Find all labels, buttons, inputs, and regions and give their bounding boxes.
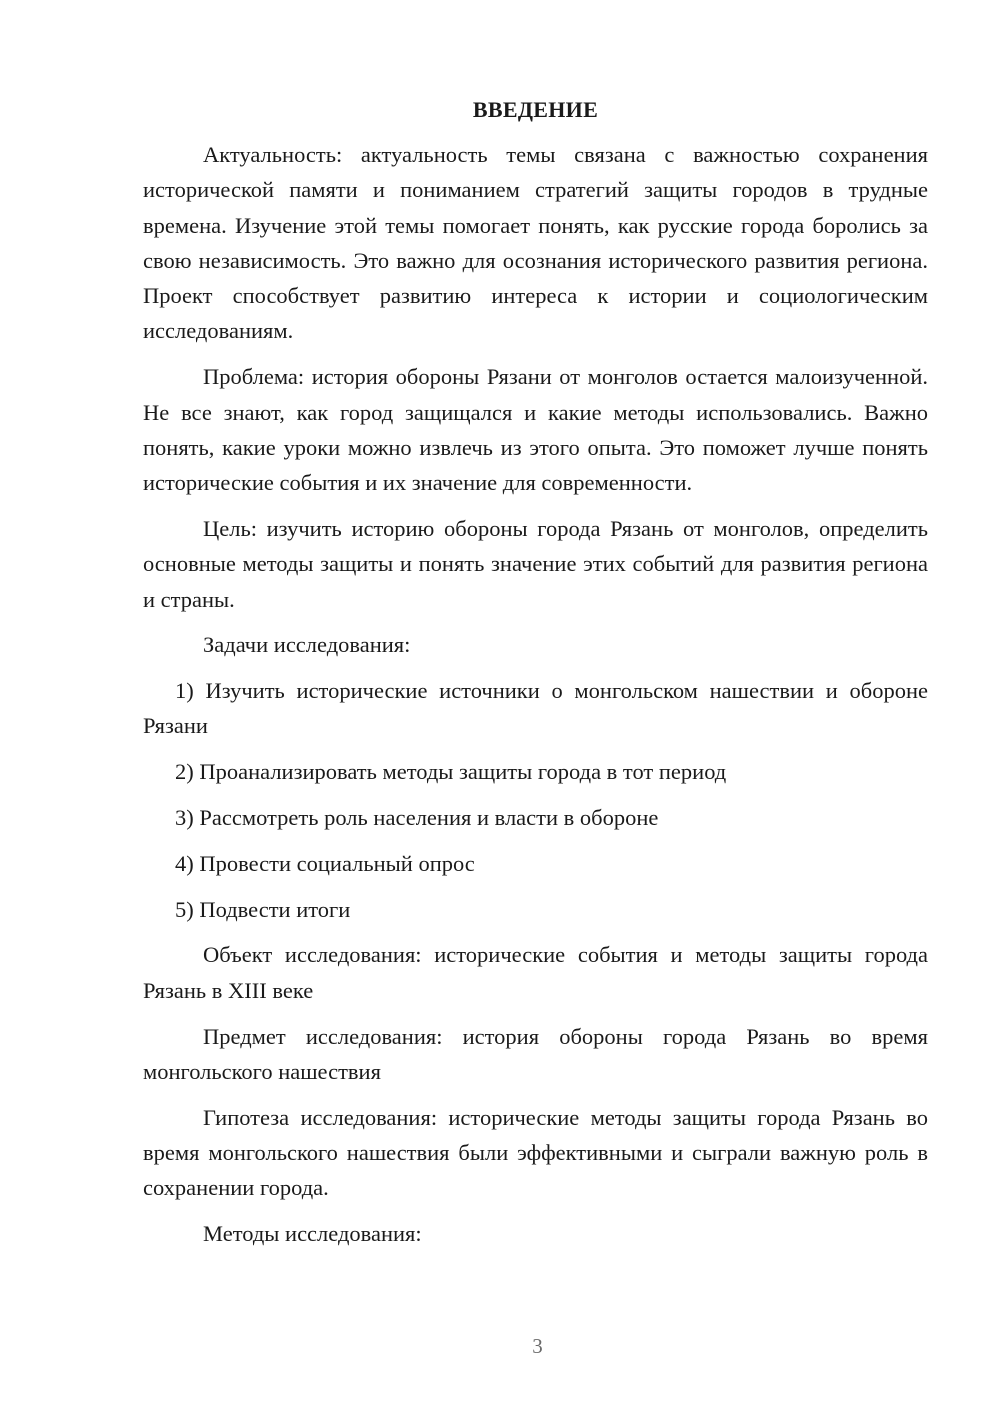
relevance-paragraph: Актуальность: актуальность темы связана с важностью сохранения исторической памяти и пониманием стратегий защиты городов в трудные времена. Изучение этой темы помогает понять, как русские города боролись за свою независимость. Это важно для осознания исторического развития региона. Проект способствует развитию интереса к истории и социологическим исследованиям. [143,142,928,344]
tasks-heading: Задачи исследования: [203,632,411,658]
hypothesis-paragraph: Гипотеза исследования: исторические методы защиты города Рязань во время монгольского нашествия были эффективными и сыграли важную роль в сохранении города. [143,1104,928,1201]
goal-paragraph: Цель: изучить историю обороны города Рязань от монголов, определить основные методы защиты и понять значение этих событий для развития региона и страны. [143,515,928,612]
page-content [143,92,928,1262]
object-paragraph: Объект исследования: исторические события и методы защиты города Рязань в XIII веке [143,942,928,1003]
page-number: 3 [532,1334,543,1358]
task-item-2: 2) Проанализировать методы защиты города в тот период [175,759,727,785]
task-item-4: 4) Провести социальный опрос [175,850,475,876]
section-title: ВВЕДЕНИЕ [472,97,599,122]
subject-paragraph: Предмет исследования: история обороны города Рязань во время монгольского нашествия [143,1023,928,1084]
task-item-3: 3) Рассмотреть роль населения и власти в обороне [175,805,659,831]
task-item-1: 1) Изучить исторические источники о монгольском нашествии и обороне Рязани [143,678,928,739]
task-item-5: 5) Подвести итоги [175,896,351,922]
problem-paragraph: Проблема: история обороны Рязани от монголов остается малоизученной. Не все знают, как город защищался и какие методы использовались. Важно понять, какие уроки можно извлечь из этого опыта. Это поможет лучше понять исторические события и их значение для современности. [143,364,928,496]
methods-heading: Методы исследования: [203,1221,422,1247]
